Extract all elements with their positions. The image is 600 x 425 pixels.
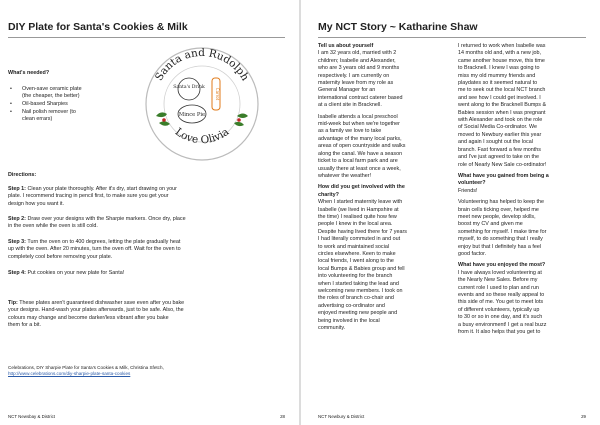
- question: What have you gained from being a: [458, 172, 549, 179]
- text-line: Isabelle attends a local preschool: [318, 113, 398, 120]
- direction-step: [8, 186, 280, 208]
- text-line: I had literally commuted in and out: [318, 236, 401, 243]
- text-line: along the canal. We have a season: [318, 150, 403, 157]
- tip-text: them for a bit.: [8, 322, 41, 329]
- text-line: advertising co-ordinator and: [318, 302, 385, 309]
- plate-drink-text: Santa's Drink: [173, 85, 205, 90]
- text-line: I returned to work when Isabelle was: [458, 43, 546, 49]
- text-line: advantage of the many local parks,: [318, 135, 402, 142]
- text-line: enjoy but that I definitely has a feel: [458, 243, 542, 250]
- step-text: completely cool before removing your plate.: [8, 253, 113, 260]
- article-column-1: [318, 43, 444, 332]
- text-line: mid-week but when we're together: [318, 121, 400, 128]
- question: What have you enjoyed the most?: [458, 262, 546, 269]
- text-line: into volunteering for the branch: [318, 273, 393, 280]
- paragraph: [318, 114, 444, 181]
- text-line: local friends, I went along to the: [318, 258, 394, 265]
- step-text: in the oven while the oven is still cold.: [8, 223, 98, 230]
- text-line: being involved in the local: [318, 317, 380, 324]
- text-line: the time) I realised quite how few: [318, 213, 397, 220]
- paragraph: [458, 43, 586, 169]
- text-line: circles elsewhere. Keen to make: [318, 250, 396, 257]
- needed-item: • Nail polish remover (to: [22, 109, 76, 116]
- text-line: welcoming new members. I took on: [318, 288, 403, 294]
- text-line: whatever the weather!: [318, 172, 372, 179]
- step-text: Draw over your designs with the Sharpie markers. Once dry, place: [27, 216, 186, 222]
- text-line: events and so these really appeal to: [458, 292, 545, 298]
- direction-step: [8, 270, 280, 277]
- text-line: Volunteering has helped to keep the: [458, 199, 545, 206]
- page-title: DIY Plate for Santa's Cookies & Milk: [8, 21, 188, 33]
- credit: [8, 365, 164, 378]
- text-line: current role I used to plan and run: [458, 284, 539, 291]
- text-line: a busy environment! I get a real buzz: [458, 321, 547, 328]
- text-line: brain cells ticking over, helped me: [458, 206, 539, 213]
- needed-item-cont: (the cheaper, the better): [22, 93, 80, 99]
- tip-text: These plates aren't guaranteed dishwasher save even after you bake: [19, 300, 185, 306]
- step-text: design how you want it.: [8, 200, 65, 207]
- text-line: When I started maternity leave with: [318, 199, 403, 206]
- text-line: at a client site in Bracknell.: [318, 102, 382, 109]
- tip-section: [8, 300, 280, 330]
- tip-text: your designs. Hand-wash your plates afterwards, just to be safe. Also, the: [8, 307, 184, 314]
- step-text: plate. I recommend tracing in pencil first, to make sure you get your: [8, 193, 169, 200]
- text-line: Friends!: [458, 187, 478, 194]
- text-line: myself, to do something that I really: [458, 236, 543, 243]
- footer-left: NCT Newsbay & District: [8, 414, 56, 419]
- text-line: who are 3 years old and 9 months: [318, 65, 400, 72]
- text-line: to work and maintained social: [318, 243, 390, 250]
- text-line: as a family we love to take: [318, 128, 382, 135]
- paragraph: [458, 270, 586, 337]
- text-line: from it. It also helps that you get to: [458, 329, 541, 336]
- plate-top-text: Santa and Rudolph: [152, 46, 252, 83]
- text-line: I am 32 years old, married with 2: [318, 50, 397, 57]
- needed-section: [8, 70, 49, 77]
- step-text: Put cookies on your new plate for Santa!: [27, 270, 125, 276]
- text-line: came another house move, this time: [458, 57, 545, 64]
- paragraph: [318, 199, 444, 332]
- direction-step: [8, 216, 280, 231]
- paragraph: [318, 50, 444, 109]
- plate-bottom-text: Love Olivia: [172, 125, 232, 147]
- needed-heading: What's needed?: [8, 70, 50, 76]
- text-line: ticket to a local farm park and are: [318, 158, 398, 165]
- question: Tell us about yourself: [318, 43, 374, 49]
- text-line: miss my old mummy friends and: [458, 72, 536, 79]
- text-line: 14 months old and, with a new job,: [458, 50, 542, 57]
- tip-text: colours may change and become darker/less vibrant after you bake: [8, 314, 169, 321]
- needed-item-cont: clean errars): [22, 116, 53, 122]
- article-column-2: [458, 43, 586, 336]
- text-line: Babies session when I was pregnant: [458, 109, 546, 116]
- text-line: respectively. I am currently on: [318, 72, 390, 79]
- question-cont: charity?: [318, 191, 339, 198]
- step-label: Step 3:: [8, 239, 26, 245]
- question-cont: volunteer?: [458, 180, 486, 187]
- text-line: enjoyed meeting new people and: [318, 310, 398, 317]
- title-divider: [318, 37, 586, 38]
- tip-label: Tip:: [8, 300, 18, 306]
- directions-heading: Directions:: [8, 172, 37, 178]
- text-line: the Nearly New Sales. Before my: [458, 277, 538, 284]
- step-label: Step 1:: [8, 186, 26, 192]
- right-page: [301, 0, 600, 425]
- text-line: good factor.: [458, 250, 487, 257]
- text-line: the roles of branch co-chair and: [318, 295, 394, 302]
- plate-illustration: [142, 44, 262, 164]
- step-label: Step 4:: [8, 270, 26, 276]
- text-line: role of Nearly New Sale co-ordinator!: [458, 161, 547, 168]
- step-text: up with the oven. After 20 minutes, turn the oven off. Wait for the oven to: [8, 246, 181, 253]
- step-text: Turn the oven on to 400 degrees, letting the plate gradually heat: [27, 239, 181, 245]
- footer-left: NCT Newbury & District: [318, 414, 365, 419]
- text-line: when I started taking the lead and: [318, 280, 399, 287]
- page-title: My NCT Story ~ Katharine Shaw: [318, 21, 478, 33]
- text-line: playdates so it seemed natural to: [458, 80, 538, 87]
- text-line: moved to Newbury earlier this year: [458, 131, 542, 138]
- text-line: with Alexander and took on the role: [458, 117, 543, 124]
- text-line: Despite having lived there for 7 years: [318, 228, 407, 235]
- text-line: usually there at least once a week,: [318, 165, 401, 172]
- text-line: General Manager for an: [318, 87, 376, 94]
- text-line: community.: [318, 325, 346, 332]
- text-line: boost my CV and given me: [458, 221, 523, 228]
- question: How did you get involved with the: [318, 184, 405, 191]
- step-text: Clean your plate thoroughly. After it's dry, start drawing on your: [27, 186, 177, 192]
- text-line: branch. Fast forward a few months: [458, 146, 541, 153]
- plate-carrot-text: Carrot: [215, 87, 220, 101]
- step-label: Step 2:: [8, 216, 26, 222]
- text-line: me to seek out the local NCT branch: [458, 87, 546, 94]
- text-line: to 30 or so in one day, and it's such: [458, 314, 543, 321]
- text-line: went along to the Bracknell Bumps &: [458, 102, 547, 109]
- text-line: people I knew in the local area.: [318, 221, 393, 228]
- plate-mince-text: Mince Pie: [178, 112, 206, 118]
- needed-item: • Oil-based Sharpies: [22, 101, 68, 108]
- page-number: 28: [280, 414, 285, 419]
- text-line: to Bracknell. I knew I was going to: [458, 65, 540, 72]
- left-page: [0, 0, 299, 425]
- text-line: and again I sought out the local: [458, 139, 533, 146]
- text-line: and see how I could get involved. I: [458, 94, 541, 101]
- text-line: I have always loved volunteering at: [458, 269, 542, 276]
- text-line: and I've just agreed to take on the: [458, 154, 540, 161]
- text-line: meet new people, develop skills,: [458, 213, 536, 220]
- text-line: international contract caterer based: [318, 94, 403, 101]
- text-line: Isabelle (we lived in Hampshire at: [318, 206, 399, 213]
- text-line: something for myself. I make time for: [458, 228, 547, 235]
- text-line: children; Isabelle and Alexander,: [318, 57, 396, 64]
- direction-step: [8, 239, 280, 261]
- needed-item: • Oven-save ceramic plate: [22, 86, 82, 93]
- text-line: local Bumps & Babies group and fell: [318, 265, 405, 272]
- paragraph: [458, 199, 586, 258]
- text-line: areas of open countryside and walks: [318, 143, 406, 150]
- text-line: of Social Media Co-ordinator. We: [458, 124, 538, 131]
- text-line: of different volunteers, typically up: [458, 306, 540, 313]
- page-number: 29: [581, 414, 586, 419]
- text-line: this side of me. You get to meet lots: [458, 299, 544, 306]
- title-divider: [8, 37, 285, 38]
- text-line: maternity leave from my role as: [318, 80, 394, 87]
- credit-link[interactable]: http://www.celebrations.com/diy-sharpie-plate-santa-cookies: [8, 371, 131, 377]
- credit-line: Celebrations, DIY Sharpie Plate for Santa's Cookies & Milk, Christina Sfetch,: [8, 365, 164, 370]
